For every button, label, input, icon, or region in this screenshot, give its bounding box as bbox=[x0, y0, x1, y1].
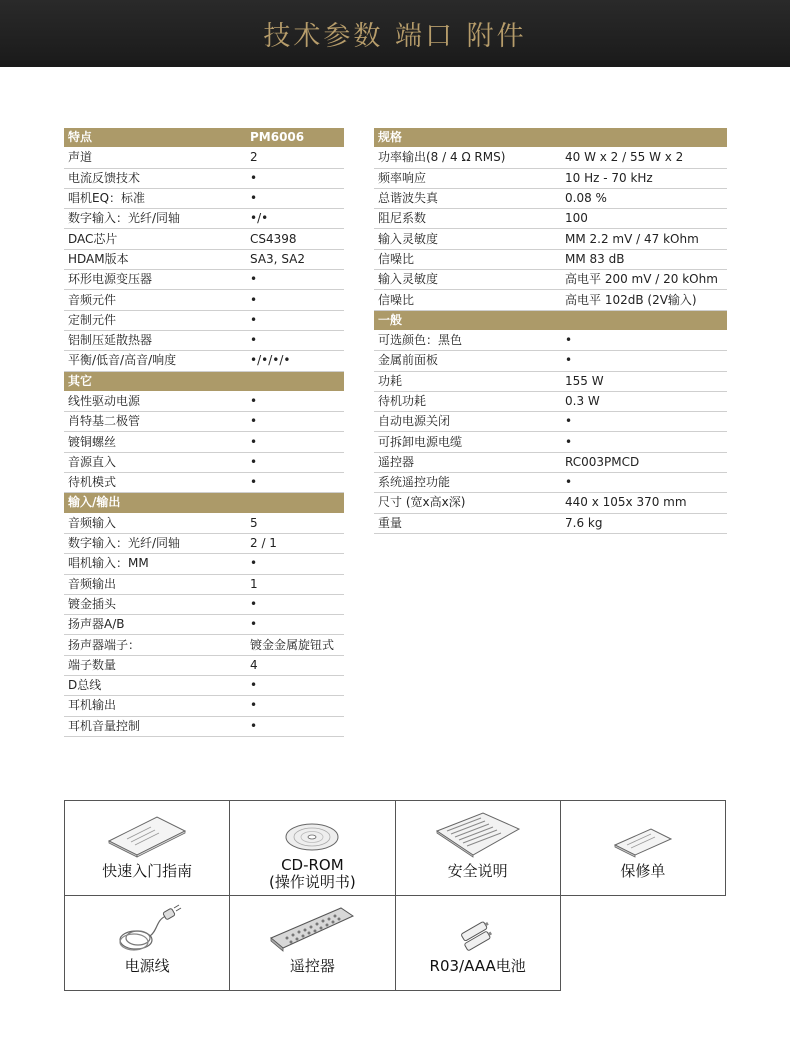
spec-label: 音频输出 bbox=[64, 574, 246, 594]
spec-value: 高电平 102dB (2V输入) bbox=[561, 290, 727, 310]
spec-value: 440 x 105x 370 mm bbox=[561, 493, 727, 513]
spec-label: 总谐波失真 bbox=[374, 188, 561, 208]
spec-label: 重量 bbox=[374, 513, 561, 533]
warranty-card-icon bbox=[611, 807, 675, 859]
spec-label: 音频元件 bbox=[64, 290, 246, 310]
accessory-warranty-card bbox=[560, 801, 725, 896]
spec-value: 镀金金属旋钮式 bbox=[246, 635, 344, 655]
safety-document-icon bbox=[433, 807, 523, 859]
spec-value: SA3, SA2 bbox=[246, 249, 344, 269]
spec-label: 扬声器端子： bbox=[64, 635, 246, 655]
spec-value: 0.3 W bbox=[561, 391, 727, 411]
spec-label: 线性驱动电源 bbox=[64, 391, 246, 411]
spec-value: • bbox=[561, 412, 727, 432]
spec-label: HDAM版本 bbox=[64, 249, 246, 269]
accessory-batteries bbox=[395, 896, 560, 991]
spec-label: DAC芯片 bbox=[64, 229, 246, 249]
spec-value: • bbox=[246, 330, 344, 350]
spec-row bbox=[374, 452, 727, 472]
spec-row bbox=[64, 391, 344, 411]
spec-value: RC003PMCD bbox=[561, 452, 727, 472]
spec-label: 频率响应 bbox=[374, 168, 561, 188]
spec-label: 可选颜色：黑色 bbox=[374, 330, 561, 350]
spec-row bbox=[374, 412, 727, 432]
section-title: 其它 bbox=[64, 371, 246, 391]
spec-value: • bbox=[246, 696, 344, 716]
spec-label: D总线 bbox=[64, 676, 246, 696]
accessory-remote-control bbox=[230, 896, 395, 991]
spec-row bbox=[64, 473, 344, 493]
section-value bbox=[246, 371, 344, 391]
spec-row bbox=[64, 655, 344, 675]
spec-label: 自动电源关闭 bbox=[374, 412, 561, 432]
spec-value: •/• bbox=[246, 209, 344, 229]
spec-label: 镀铜螺丝 bbox=[64, 432, 246, 452]
spec-label: 功率输出(8 / 4 Ω RMS) bbox=[374, 148, 561, 168]
spec-row bbox=[64, 310, 344, 330]
page-title: 技术参数 端口 附件 bbox=[263, 21, 527, 52]
spec-value: 155 W bbox=[561, 371, 727, 391]
spec-row bbox=[374, 290, 727, 310]
spec-label: 定制元件 bbox=[64, 310, 246, 330]
spec-label: 功耗 bbox=[374, 371, 561, 391]
spec-label: 信噪比 bbox=[374, 249, 561, 269]
spec-row bbox=[64, 412, 344, 432]
spec-value: 4 bbox=[246, 655, 344, 675]
spec-row bbox=[64, 188, 344, 208]
spec-value: • bbox=[246, 716, 344, 736]
spec-value: • bbox=[246, 554, 344, 574]
spec-label: 平衡/低音/高音/响度 bbox=[64, 351, 246, 371]
accessory-label: 保修单 bbox=[620, 862, 666, 880]
spec-value: • bbox=[246, 452, 344, 472]
spec-row bbox=[374, 270, 727, 290]
accessory-power-cord bbox=[65, 896, 230, 991]
spec-row bbox=[64, 290, 344, 310]
spec-row bbox=[374, 209, 727, 229]
section-value bbox=[561, 310, 727, 330]
accessory-label: 电源线 bbox=[124, 957, 170, 975]
spec-label: 数字输入：光纤/同轴 bbox=[64, 533, 246, 553]
section-header-row bbox=[64, 128, 344, 148]
accessory-safety-instructions bbox=[395, 801, 560, 896]
spec-row bbox=[64, 574, 344, 594]
spec-row bbox=[64, 148, 344, 168]
accessory-label: CD-ROM bbox=[281, 856, 344, 874]
cd-rom-icon bbox=[282, 807, 342, 853]
spec-value: 高电平 200 mV / 20 kOhm bbox=[561, 270, 727, 290]
spec-label: 待机功耗 bbox=[374, 391, 561, 411]
spec-label: 镀金插头 bbox=[64, 594, 246, 614]
section-header-row bbox=[374, 128, 727, 148]
section-value bbox=[561, 128, 727, 148]
spec-row bbox=[374, 330, 727, 350]
spec-label: 肖特基二极管 bbox=[64, 412, 246, 432]
spec-value: • bbox=[246, 594, 344, 614]
spec-label: 数字输入：光纤/同轴 bbox=[64, 209, 246, 229]
section-title: 规格 bbox=[374, 128, 561, 148]
spec-value: • bbox=[246, 473, 344, 493]
spec-label: 电流反馈技术 bbox=[64, 168, 246, 188]
spec-label: 扬声器A/B bbox=[64, 615, 246, 635]
spec-value: • bbox=[561, 351, 727, 371]
section-title: 输入/输出 bbox=[64, 493, 246, 513]
spec-row bbox=[64, 696, 344, 716]
spec-label: 可拆卸电源电缆 bbox=[374, 432, 561, 452]
spec-row bbox=[64, 452, 344, 472]
spec-value: • bbox=[246, 168, 344, 188]
spec-label: 输入灵敏度 bbox=[374, 270, 561, 290]
spec-row bbox=[64, 533, 344, 553]
spec-row bbox=[64, 635, 344, 655]
spec-row bbox=[374, 391, 727, 411]
spec-label: 音源直入 bbox=[64, 452, 246, 472]
section-value bbox=[246, 493, 344, 513]
accessories-row bbox=[65, 896, 726, 991]
spec-value: 1 bbox=[246, 574, 344, 594]
spec-value: • bbox=[246, 676, 344, 696]
spec-value: • bbox=[246, 290, 344, 310]
section-header-row bbox=[64, 493, 344, 513]
spec-label: 声道 bbox=[64, 148, 246, 168]
spec-value: 2 bbox=[246, 148, 344, 168]
specifications-table bbox=[374, 128, 727, 534]
features-table bbox=[64, 128, 344, 737]
spec-value: 10 Hz - 70 kHz bbox=[561, 168, 727, 188]
remote-control-icon bbox=[267, 902, 357, 954]
spec-row bbox=[374, 371, 727, 391]
spec-label: 铝制压延散热器 bbox=[64, 330, 246, 350]
section-header-row bbox=[374, 310, 727, 330]
spec-label: 系统遥控功能 bbox=[374, 473, 561, 493]
spec-row bbox=[64, 209, 344, 229]
spec-value: 40 W x 2 / 55 W x 2 bbox=[561, 148, 727, 168]
spec-row bbox=[64, 249, 344, 269]
spec-label: 阻尼系数 bbox=[374, 209, 561, 229]
spec-row bbox=[64, 168, 344, 188]
accessories-grid bbox=[64, 800, 726, 991]
spec-row bbox=[64, 513, 344, 533]
accessory-quick-guide bbox=[65, 801, 230, 896]
section-title: 特点 bbox=[64, 128, 246, 148]
spec-label: 尺寸 (宽x高x深) bbox=[374, 493, 561, 513]
battery-icon bbox=[458, 902, 498, 954]
spec-value: • bbox=[246, 310, 344, 330]
spec-value: 2 / 1 bbox=[246, 533, 344, 553]
spec-row bbox=[64, 594, 344, 614]
spec-value: • bbox=[246, 391, 344, 411]
spec-row bbox=[64, 615, 344, 635]
spec-row bbox=[374, 351, 727, 371]
spec-row bbox=[374, 473, 727, 493]
spec-value: • bbox=[561, 473, 727, 493]
spec-label: 待机模式 bbox=[64, 473, 246, 493]
spec-label: 耳机音量控制 bbox=[64, 716, 246, 736]
spec-row bbox=[374, 432, 727, 452]
spec-label: 耳机输出 bbox=[64, 696, 246, 716]
spec-value: • bbox=[246, 432, 344, 452]
spec-row bbox=[64, 351, 344, 371]
spec-row bbox=[64, 229, 344, 249]
spec-value: 5 bbox=[246, 513, 344, 533]
spec-row bbox=[374, 148, 727, 168]
spec-label: 音频输入 bbox=[64, 513, 246, 533]
spec-value: 0.08 % bbox=[561, 188, 727, 208]
spec-row bbox=[374, 493, 727, 513]
spec-label: 唱机输入：MM bbox=[64, 554, 246, 574]
spec-row bbox=[374, 513, 727, 533]
accessory-sublabel: (操作说明书) bbox=[269, 873, 356, 891]
spec-label: 输入灵敏度 bbox=[374, 229, 561, 249]
spec-value: 7.6 kg bbox=[561, 513, 727, 533]
spec-value: •/•/•/• bbox=[246, 351, 344, 371]
spec-value: MM 2.2 mV / 47 kOhm bbox=[561, 229, 727, 249]
accessory-label: R03/AAA电池 bbox=[429, 957, 526, 975]
spec-row bbox=[64, 432, 344, 452]
spec-row bbox=[64, 716, 344, 736]
spec-row bbox=[64, 676, 344, 696]
spec-label: 端子数量 bbox=[64, 655, 246, 675]
spec-label: 唱机EQ：标准 bbox=[64, 188, 246, 208]
spec-label: 遥控器 bbox=[374, 452, 561, 472]
spec-label: 信噪比 bbox=[374, 290, 561, 310]
section-value: PM6006 bbox=[246, 128, 344, 148]
accessories-row bbox=[65, 801, 726, 896]
spec-row bbox=[64, 270, 344, 290]
spec-row bbox=[64, 330, 344, 350]
section-title: 一般 bbox=[374, 310, 561, 330]
spec-value: • bbox=[561, 330, 727, 350]
spec-value: • bbox=[246, 270, 344, 290]
empty-cell bbox=[560, 896, 725, 991]
spec-value: • bbox=[561, 432, 727, 452]
header-banner bbox=[0, 0, 790, 67]
accessory-label: 遥控器 bbox=[289, 957, 335, 975]
spec-value: 100 bbox=[561, 209, 727, 229]
spec-row bbox=[64, 554, 344, 574]
spec-row bbox=[374, 249, 727, 269]
quick-guide-icon bbox=[105, 807, 189, 859]
accessory-label: 快速入门指南 bbox=[102, 862, 193, 880]
spec-value: • bbox=[246, 188, 344, 208]
spec-row bbox=[374, 229, 727, 249]
power-cord-icon bbox=[112, 902, 182, 954]
spec-value: CS4398 bbox=[246, 229, 344, 249]
accessory-label: 安全说明 bbox=[447, 862, 508, 880]
spec-value: • bbox=[246, 615, 344, 635]
section-header-row bbox=[64, 371, 344, 391]
spec-row bbox=[374, 188, 727, 208]
accessory-cd-rom bbox=[230, 801, 395, 896]
spec-value: MM 83 dB bbox=[561, 249, 727, 269]
spec-label: 金属前面板 bbox=[374, 351, 561, 371]
spec-value: • bbox=[246, 412, 344, 432]
spec-label: 环形电源变压器 bbox=[64, 270, 246, 290]
spec-row bbox=[374, 168, 727, 188]
